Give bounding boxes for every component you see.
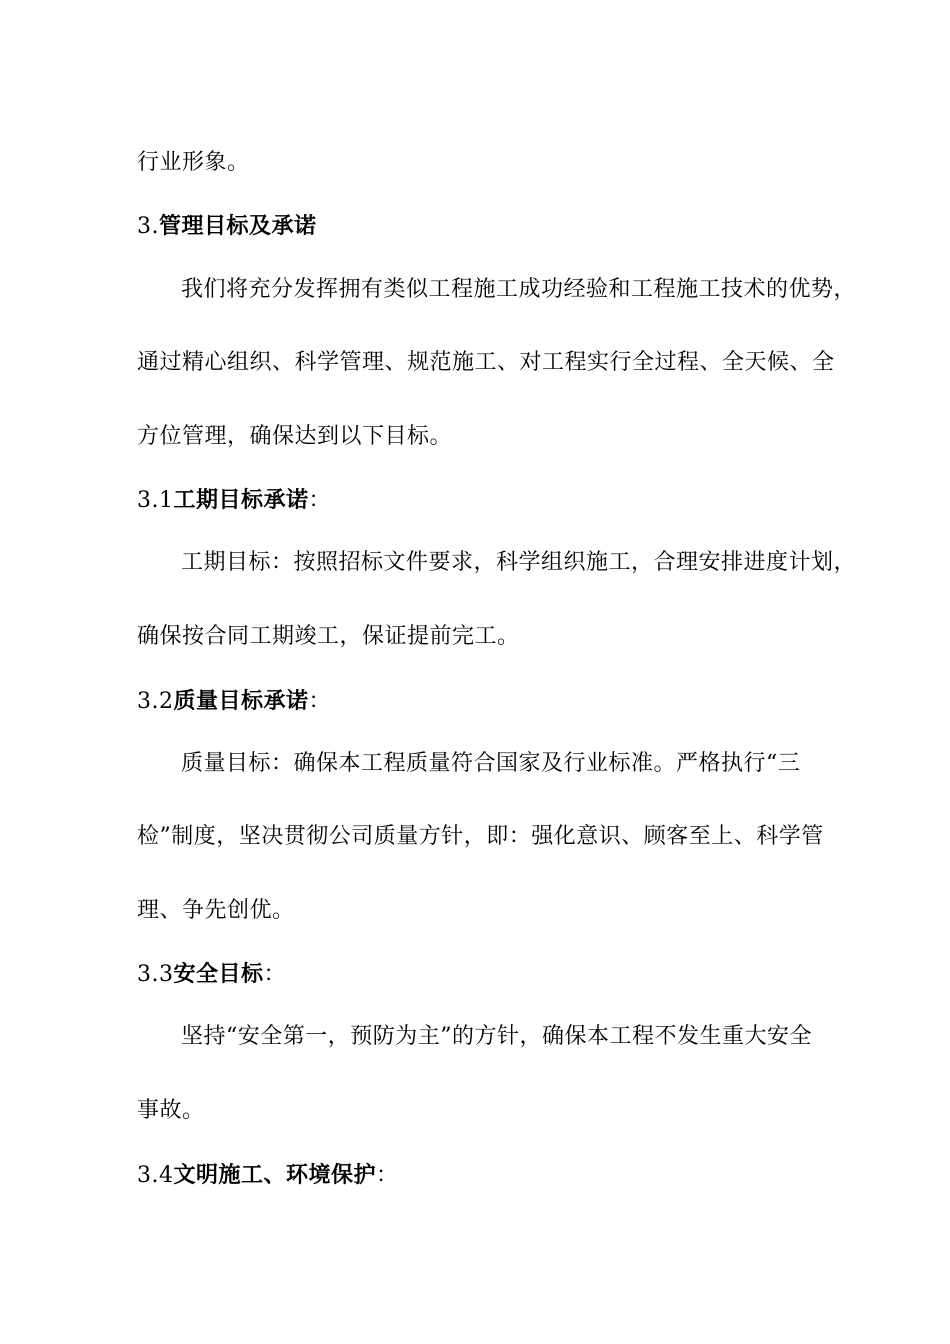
paragraph-line: 理、争先创优。 xyxy=(137,898,295,923)
paragraph-line: 质量目标：确保本工程质量符合国家及行业标准。严格执行“三 xyxy=(181,751,801,776)
section-number: 3.3 xyxy=(137,962,174,987)
section-title: 工期目标承诺 xyxy=(173,487,309,513)
paragraph-line: 行业形象。 xyxy=(137,150,250,175)
section-title: 安全目标 xyxy=(173,961,264,987)
paragraph-line: 检”制度，坚决贯彻公司质量方针，即：强化意识、顾客至上、科学管 xyxy=(137,824,824,849)
section-number: 3.1 xyxy=(137,488,174,513)
section-colon: ： xyxy=(263,962,287,987)
section-title: 管理目标及承诺 xyxy=(159,213,317,239)
section-heading-3 xyxy=(137,211,317,242)
paragraph-line: 坚持“安全第一，预防为主”的方针，确保本工程不发生重大安全 xyxy=(181,1024,812,1049)
paragraph-line: 通过精心组织、科学管理、规范施工、对工程实行全过程、全天候、全 xyxy=(137,350,835,375)
paragraph-line: 事故。 xyxy=(137,1098,205,1123)
paragraph-line: 确保按合同工期竣工，保证提前完工。 xyxy=(137,624,520,649)
section-heading-3-3 xyxy=(137,959,286,990)
section-number: 3. xyxy=(137,214,159,239)
section-number: 3.2 xyxy=(137,689,174,714)
paragraph-line: 方位管理，确保达到以下目标。 xyxy=(137,424,453,449)
paragraph-line: 工期目标：按照招标文件要求，科学组织施工，合理安排进度计划， xyxy=(181,550,857,575)
section-heading-3-4 xyxy=(137,1160,399,1191)
section-heading-3-1 xyxy=(137,485,331,516)
section-heading-3-2 xyxy=(137,686,331,717)
section-title: 文明施工、环境保护 xyxy=(173,1162,377,1188)
section-number: 3.4 xyxy=(137,1163,174,1188)
section-colon: ： xyxy=(308,689,332,714)
section-colon: ： xyxy=(308,488,332,513)
paragraph-line: 我们将充分发挥拥有类似工程施工成功经验和工程施工技术的优势， xyxy=(181,277,857,302)
section-title: 质量目标承诺 xyxy=(173,688,309,714)
section-colon: ： xyxy=(376,1163,399,1188)
